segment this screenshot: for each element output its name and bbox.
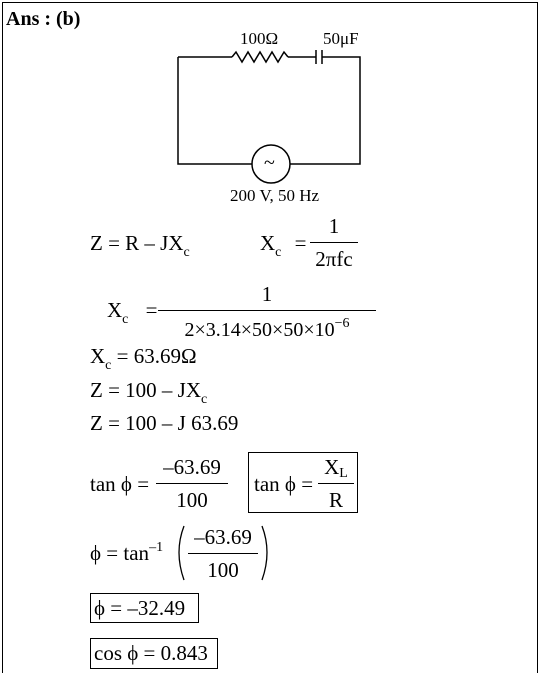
resistor-symbol — [232, 52, 288, 62]
fraction-numerator: 1 — [328, 214, 340, 238]
tan-phi-definition-fraction — [318, 457, 354, 513]
inverse-exponent: –1 — [149, 540, 164, 555]
xc-substitution-lhs — [107, 298, 158, 327]
z-formula — [90, 231, 190, 260]
fraction-denominator — [158, 316, 376, 341]
fraction-numerator: –63.69 — [163, 455, 221, 479]
phi-inverse-fraction — [188, 527, 258, 583]
resistor-label: 100Ω — [240, 29, 279, 48]
ac-source-tilde: ~ — [264, 152, 275, 174]
fraction-numerator — [318, 455, 354, 481]
tan-phi-definition-lhs: tan ϕ = — [254, 472, 314, 496]
xc-result — [90, 344, 197, 373]
exponent: −6 — [334, 316, 350, 331]
xl-subscript: L — [339, 466, 348, 481]
phi-inverse-text: ϕ = tan — [90, 541, 150, 565]
z-result: Z = 100 – J 63.69 — [90, 411, 239, 435]
fraction-denominator: 100 — [207, 558, 239, 582]
xc-symbol: X — [260, 231, 276, 255]
z-substitution-text: Z = 100 – JX — [90, 378, 202, 402]
fraction-numerator: 1 — [261, 282, 273, 306]
xc-subscript: c — [105, 358, 112, 373]
z-formula-text: Z = R – JX — [90, 231, 184, 255]
z-substitution — [90, 378, 208, 407]
equals-sign: = — [145, 298, 158, 322]
fraction-bar — [318, 483, 354, 484]
phi-inverse-lhs — [90, 540, 164, 565]
xc-symbol: X — [107, 298, 123, 322]
capacitor-label: 50μF — [323, 29, 359, 48]
wire-left — [178, 57, 252, 164]
fraction-bar — [156, 483, 228, 484]
capacitor-symbol — [316, 50, 322, 64]
tan-phi-lhs: tan ϕ = — [90, 472, 150, 496]
answer-label: Ans : (b) — [6, 8, 81, 30]
xc-fraction — [310, 216, 358, 272]
xc-formula-lhs — [260, 231, 307, 260]
denominator-text: 2×3.14×50×50×10 — [184, 319, 335, 341]
xc-symbol: X — [90, 344, 106, 368]
source-label: 200 V, 50 Hz — [230, 186, 320, 205]
xc-value: = 63.69Ω — [111, 344, 197, 368]
left-paren — [179, 526, 184, 580]
cos-phi-result: cos ϕ = 0.843 — [94, 641, 208, 665]
fraction-numerator: –63.69 — [194, 525, 252, 549]
xc-subscript: c — [275, 245, 282, 260]
xl-symbol: X — [324, 455, 340, 479]
equals-sign: = — [294, 231, 307, 255]
fraction-denominator: 2πfc — [315, 247, 353, 271]
fraction-bar — [158, 310, 376, 311]
z-formula-subscript: c — [183, 245, 190, 260]
fraction-denominator: R — [328, 488, 343, 512]
fraction-denominator: 100 — [176, 488, 208, 512]
fraction-bar — [188, 553, 258, 554]
z-substitution-subscript: c — [201, 392, 208, 407]
tan-phi-fraction — [156, 457, 228, 513]
phi-result: ϕ = –32.49 — [94, 596, 186, 620]
fraction-bar — [310, 242, 358, 243]
xc-subscript: c — [122, 312, 129, 327]
xc-substitution-fraction — [158, 284, 376, 342]
right-paren — [262, 526, 267, 580]
wire-right — [290, 57, 360, 164]
